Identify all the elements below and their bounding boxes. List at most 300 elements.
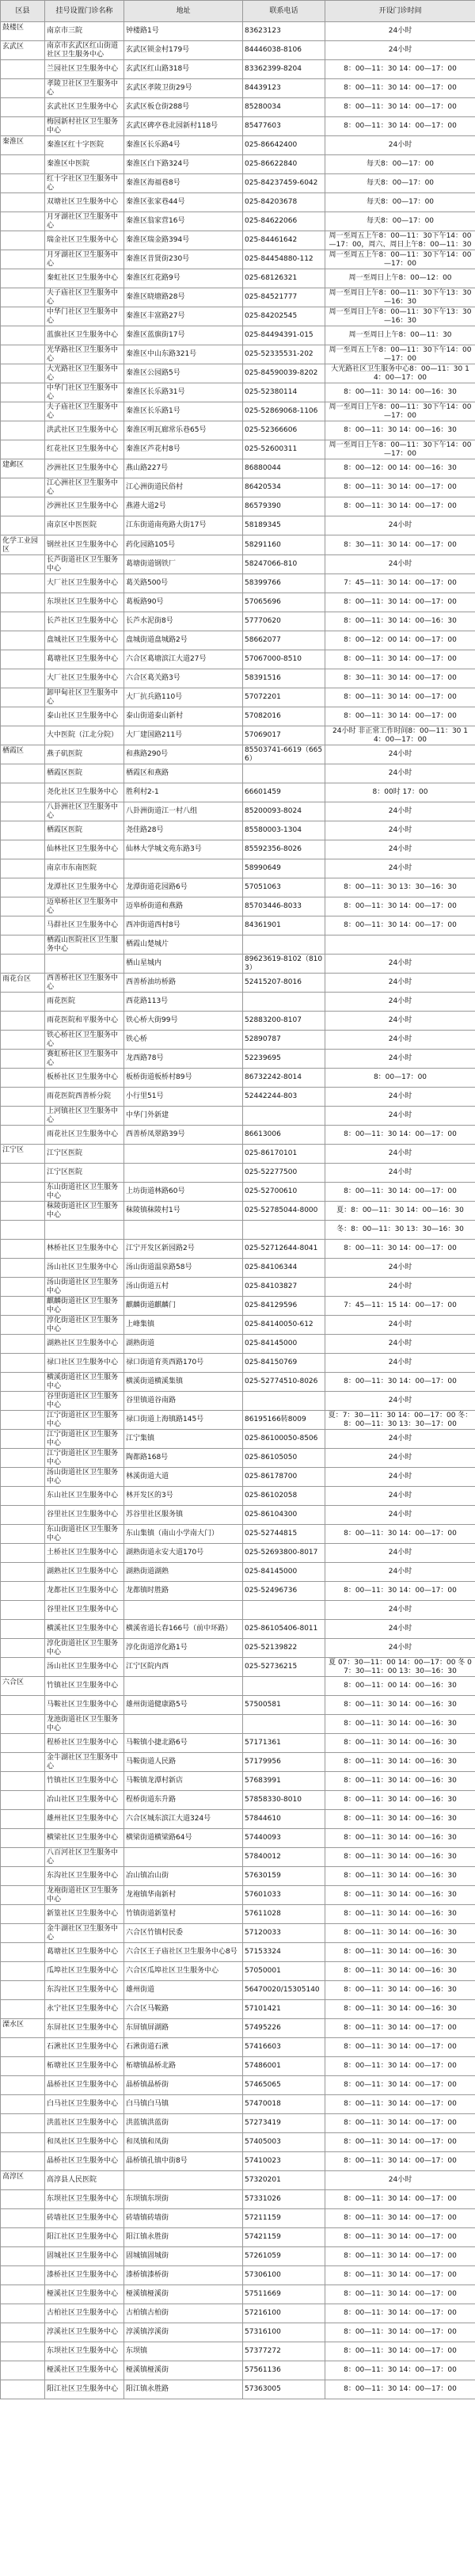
district-cell bbox=[1, 402, 45, 421]
hours-cell: 24小时 bbox=[325, 1259, 475, 1278]
hours-cell: 8：00—11：30 14：00—17：00 bbox=[325, 478, 475, 497]
district-cell bbox=[1, 2342, 45, 2361]
clinic-name-cell: 漆桥社区卫生服务中心 bbox=[45, 2266, 124, 2285]
hours-cell: 24小时 bbox=[325, 1316, 475, 1335]
table-row bbox=[1, 878, 475, 897]
address-cell: 苏谷里社区服务镇 bbox=[124, 1506, 243, 1525]
phone-cell: 025-84103827 bbox=[243, 1278, 325, 1297]
table-row bbox=[1, 2019, 475, 2038]
table-row bbox=[1, 1316, 475, 1335]
address-cell: 东山集镇（南山小学南大门） bbox=[124, 1525, 243, 1544]
phone-cell: 57331026 bbox=[243, 2190, 325, 2209]
address-cell: 六合区马鞍路 bbox=[124, 2000, 243, 2019]
address-cell: 秦淮区长乐路1号 bbox=[124, 402, 243, 421]
hours-cell: 24小时 bbox=[325, 1050, 475, 1069]
district-cell bbox=[1, 1012, 45, 1031]
hours-cell: 8：00—11：30 14：00—16：30 bbox=[325, 1734, 475, 1753]
clinic-name-cell: 淳溪社区卫生服务中心 bbox=[45, 2323, 124, 2342]
phone-cell: 86880044 bbox=[243, 459, 325, 478]
table-row bbox=[1, 1487, 475, 1506]
hours-cell: 8：00—11：30 14：00—17：00 bbox=[325, 2228, 475, 2247]
clinic-name-cell: 马鞍社区卫生服务中心 bbox=[45, 1696, 124, 1715]
district-cell bbox=[1, 1050, 45, 1069]
district-cell bbox=[1, 2323, 45, 2342]
table-row bbox=[1, 1563, 475, 1582]
address-cell: 六合区葛塘滨江大道27号 bbox=[124, 650, 243, 669]
clinic-name-cell: 湖熟社区卫生服务中心 bbox=[45, 1563, 124, 1582]
district-cell bbox=[1, 1392, 45, 1411]
hours-cell: 8：00—11：30 14：00—16：30 bbox=[325, 1696, 475, 1715]
clinic-name-cell: 横梁社区卫生服务中心 bbox=[45, 1829, 124, 1848]
table-row bbox=[1, 1525, 475, 1544]
hours-cell: 8：00—11：30 14：00—17：00 bbox=[325, 117, 475, 136]
clinic-name-cell: 月牙湖社区卫生服务中心 bbox=[45, 212, 124, 231]
hours-cell: 8：30—11：30 14：00—17：00 bbox=[325, 669, 475, 688]
table-row bbox=[1, 974, 475, 993]
phone-cell: 85580003-1304 bbox=[243, 821, 325, 840]
clinic-name-cell: 西善桥社区卫生服务中心 bbox=[45, 974, 124, 993]
district-cell bbox=[1, 1202, 45, 1221]
phone-cell: 57511669 bbox=[243, 2285, 325, 2304]
hours-cell: 24小时 bbox=[325, 516, 475, 535]
phone-cell bbox=[243, 1392, 325, 1411]
header-phone: 联系电话 bbox=[243, 1, 325, 22]
phone-cell: 025-52380114 bbox=[243, 383, 325, 402]
address-cell: 桠溪镇桠溪街 bbox=[124, 2285, 243, 2304]
district-cell: 雨花台区 bbox=[1, 974, 45, 993]
phone-cell: 025-86642400 bbox=[243, 136, 325, 155]
clinic-name-cell bbox=[45, 1221, 124, 1240]
address-cell: 淳溪镇淳溪街 bbox=[124, 2323, 243, 2342]
table-row bbox=[1, 2247, 475, 2266]
clinic-name-cell: 钢丝社区卫生服务中心 bbox=[45, 535, 124, 555]
hours-cell: 24小时 bbox=[325, 1392, 475, 1411]
hours-cell: 8：00—11：30 14：00—17：00 bbox=[325, 2247, 475, 2266]
clinic-name-cell: 程桥社区卫生服务中心 bbox=[45, 1734, 124, 1753]
clinic-name-cell: 卸甲甸社区卫生服务中心 bbox=[45, 688, 124, 707]
hours-cell: 8：00—11：30 13：30—16：30 bbox=[325, 878, 475, 897]
district-cell bbox=[1, 916, 45, 936]
clinic-name-cell: 铁心桥社区卫生服务中心 bbox=[45, 1031, 124, 1050]
hours-cell: 每天8：00—17：00 bbox=[325, 174, 475, 193]
hours-cell: 8：00—11：30 14：00—16：30 bbox=[325, 421, 475, 440]
hours-cell: 24小时 非正常工作时间8：00—11：30 14：00—17：00 bbox=[325, 726, 475, 745]
district-cell bbox=[1, 840, 45, 859]
address-cell: 石湫街道石湫 bbox=[124, 2038, 243, 2057]
district-cell bbox=[1, 1563, 45, 1582]
hours-cell: 24小时 bbox=[325, 859, 475, 878]
address-cell: 江宁区院内西 bbox=[124, 1658, 243, 1677]
district-cell bbox=[1, 383, 45, 402]
phone-cell bbox=[243, 764, 325, 783]
hours-cell: 8：00—11：30 14：00—17：00 bbox=[325, 2285, 475, 2304]
address-cell: 六合区竹镇村民委 bbox=[124, 1924, 243, 1943]
address-cell: 六合区王子庙社区卫生服务中心8号 bbox=[124, 1943, 243, 1962]
phone-cell: 025-84590039-8202 bbox=[243, 364, 325, 383]
hours-cell: 8：00—11：30 14：00—17：00 bbox=[325, 650, 475, 669]
phone-cell: 025-86170101 bbox=[243, 1145, 325, 1164]
table-row bbox=[1, 1278, 475, 1297]
district-cell bbox=[1, 1411, 45, 1430]
clinic-name-cell: 湖熟社区卫生服务中心 bbox=[45, 1335, 124, 1354]
district-cell bbox=[1, 440, 45, 459]
district-cell bbox=[1, 364, 45, 383]
table-row bbox=[1, 1981, 475, 2000]
table-row bbox=[1, 1411, 475, 1430]
clinic-name-cell: 燕子矶医院 bbox=[45, 745, 124, 764]
clinic-name-cell: 江宁街道社区卫生服务中心 bbox=[45, 1430, 124, 1449]
table-row bbox=[1, 916, 475, 936]
table-row bbox=[1, 1962, 475, 1981]
phone-cell: 57500581 bbox=[243, 1696, 325, 1715]
hours-cell: 7：45—11：15 14：00—17：00 bbox=[325, 1297, 475, 1316]
hours-cell: 8：00—11：30 14：00—17：00 bbox=[325, 1582, 475, 1601]
clinic-name-cell: 土桥社区卫生服务中心 bbox=[45, 1544, 124, 1563]
table-row bbox=[1, 1943, 475, 1962]
clinic-name-cell: 板桥社区卫生服务中心 bbox=[45, 1069, 124, 1088]
clinic-name-cell: 东山街道社区卫生服务中心 bbox=[45, 1525, 124, 1544]
address-cell: 西善桥凤翠路39号 bbox=[124, 1126, 243, 1145]
phone-cell: 025-86104300 bbox=[243, 1506, 325, 1525]
address-cell: 上坊街道林路60号 bbox=[124, 1183, 243, 1202]
hours-cell: 8：00—11：30 14：00—17：00 bbox=[325, 2190, 475, 2209]
district-cell bbox=[1, 2266, 45, 2285]
clinic-name-cell: 桠溪社区卫生服务中心 bbox=[45, 2361, 124, 2380]
hours-cell: 8：00—11：30 14：00—17：00 bbox=[325, 916, 475, 936]
table-row bbox=[1, 535, 475, 555]
hours-cell: 8：00—11：30 14：00—17：00 bbox=[325, 2323, 475, 2342]
address-cell: 雄州街道健康路5号 bbox=[124, 1696, 243, 1715]
clinic-name-cell: 南京市三院 bbox=[45, 22, 124, 41]
table-row bbox=[1, 1791, 475, 1810]
clinic-name-cell: 中华门社区卫生服务中心 bbox=[45, 307, 124, 326]
table-row bbox=[1, 307, 475, 326]
clinic-name-cell: 雨花医院西善桥分院 bbox=[45, 1088, 124, 1107]
hours-cell: 24小时 bbox=[325, 1620, 475, 1639]
table-row bbox=[1, 2266, 475, 2285]
table-row bbox=[1, 1601, 475, 1620]
address-cell: 林开发区的3号 bbox=[124, 1487, 243, 1506]
phone-cell: 025-52700610 bbox=[243, 1183, 325, 1202]
clinic-name-cell: 东坝社区卫生服务中心 bbox=[45, 2342, 124, 2361]
district-cell: 六合区 bbox=[1, 1677, 45, 1696]
district-cell bbox=[1, 307, 45, 326]
phone-cell bbox=[243, 936, 325, 955]
address-cell: 西善桥油坊桥路 bbox=[124, 974, 243, 993]
district-cell bbox=[1, 478, 45, 497]
district-cell bbox=[1, 707, 45, 726]
address-cell: 西花路113号 bbox=[124, 993, 243, 1012]
phone-cell: 025-84202545 bbox=[243, 307, 325, 326]
district-cell bbox=[1, 174, 45, 193]
district-cell bbox=[1, 79, 45, 98]
district-cell bbox=[1, 2247, 45, 2266]
phone-cell: 57101421 bbox=[243, 2000, 325, 2019]
address-cell: 秦淮区瑞金路394号 bbox=[124, 231, 243, 250]
district-cell bbox=[1, 1544, 45, 1563]
phone-cell: 57611028 bbox=[243, 1905, 325, 1924]
address-cell: 玄武区碑亭巷北园新村118号 bbox=[124, 117, 243, 136]
address-cell: 六合区瓜埠社区卫生服务中心 bbox=[124, 1962, 243, 1981]
address-cell: 和燕路290号 bbox=[124, 745, 243, 764]
table-row bbox=[1, 2285, 475, 2304]
table-row bbox=[1, 1202, 475, 1221]
district-cell bbox=[1, 1886, 45, 1905]
hours-cell: 8：00—11：30 14：00—16：30 bbox=[325, 1848, 475, 1867]
clinic-name-cell: 新篁社区卫生服务中心 bbox=[45, 1905, 124, 1924]
hours-cell: 24小时 bbox=[325, 764, 475, 783]
table-row bbox=[1, 2057, 475, 2076]
table-row bbox=[1, 2380, 475, 2399]
table-row bbox=[1, 1050, 475, 1069]
phone-cell: 58247066-810 bbox=[243, 555, 325, 574]
clinic-name-cell: 竹镇社区卫生服务中心 bbox=[45, 1772, 124, 1791]
hours-cell: 8：00—11：30 14：00—17：00 bbox=[325, 2266, 475, 2285]
hours-cell: 大光路社区卫生服务中心8：00—11：30 14：00—17：00 bbox=[325, 364, 475, 383]
hours-cell: 8：00—11：30 14：00—17：00 bbox=[325, 593, 475, 612]
table-row bbox=[1, 269, 475, 288]
clinic-name-cell: 葛塘社区卫生服务中心 bbox=[45, 1943, 124, 1962]
phone-cell: 57630159 bbox=[243, 1867, 325, 1886]
address-cell: 仙林大学城文苑东路3号 bbox=[124, 840, 243, 859]
phone-cell: 57072201 bbox=[243, 688, 325, 707]
hours-cell: 8：00—11：30 14：00—17：00 bbox=[325, 2038, 475, 2057]
table-row bbox=[1, 1221, 475, 1240]
district-cell bbox=[1, 117, 45, 136]
phone-cell: 025-86102058 bbox=[243, 1487, 325, 1506]
hours-cell: 8：00—11：30 14：00—17：00 bbox=[325, 2095, 475, 2114]
clinic-name-cell: 谷里街道社区卫生服务中心 bbox=[45, 1392, 124, 1411]
clinic-name-cell bbox=[45, 955, 124, 974]
address-cell: 马鞍街道人民路 bbox=[124, 1753, 243, 1772]
hours-cell: 24小时 bbox=[325, 993, 475, 1012]
table-row bbox=[1, 2076, 475, 2095]
table-row bbox=[1, 1126, 475, 1145]
address-cell: 上峰集镇 bbox=[124, 1316, 243, 1335]
hours-cell: 8：00—17：00 bbox=[325, 1069, 475, 1088]
hours-cell: 周一至周五上午8：00—11：30下午14：00—17：00 bbox=[325, 250, 475, 269]
hours-cell: 8：00—11：30 14：00—17：00 bbox=[325, 688, 475, 707]
district-cell bbox=[1, 1373, 45, 1392]
district-cell bbox=[1, 631, 45, 650]
clinic-name-cell: 泰山社区卫生服务中心 bbox=[45, 707, 124, 726]
hours-cell: 8：00—11：30 14：00—17：00 bbox=[325, 98, 475, 117]
address-cell: 江宁开发区新园路2号 bbox=[124, 1240, 243, 1259]
clinic-name-cell: 固城社区卫生服务中心 bbox=[45, 2247, 124, 2266]
table-row bbox=[1, 631, 475, 650]
table-row bbox=[1, 136, 475, 155]
hours-cell: 8：00—11：30 14：00—17：00 bbox=[325, 1373, 475, 1392]
district-cell bbox=[1, 1316, 45, 1335]
table-row bbox=[1, 1886, 475, 1905]
table-row bbox=[1, 79, 475, 98]
phone-cell bbox=[243, 1715, 325, 1734]
phone-cell: 84446038-8106 bbox=[243, 41, 325, 60]
district-cell bbox=[1, 345, 45, 364]
address-cell: 中华门外新建 bbox=[124, 1107, 243, 1126]
district-cell bbox=[1, 859, 45, 878]
phone-cell bbox=[243, 1221, 325, 1240]
clinic-name-cell: 淳化街道社区卫生服务中心 bbox=[45, 1316, 124, 1335]
clinic-name-cell: 金牛湖社区卫生服务中心 bbox=[45, 1753, 124, 1772]
address-cell: 盘城街道盘城路2号 bbox=[124, 631, 243, 650]
address-cell: 横溪街道横溪集镇 bbox=[124, 1373, 243, 1392]
district-cell bbox=[1, 231, 45, 250]
address-cell: 湖熟街道 bbox=[124, 1335, 243, 1354]
address-cell: 麒麟街道麒麟门 bbox=[124, 1297, 243, 1316]
phone-cell: 025-52366606 bbox=[243, 421, 325, 440]
clinic-name-cell: 仙林社区卫生服务中心 bbox=[45, 840, 124, 859]
hours-cell: 8：00—11：30 14：00—17：00 bbox=[325, 79, 475, 98]
table-row bbox=[1, 1772, 475, 1791]
phone-cell: 57320201 bbox=[243, 2171, 325, 2190]
table-row bbox=[1, 2342, 475, 2361]
address-cell: 汤山街道温泉路58号 bbox=[124, 1259, 243, 1278]
district-cell bbox=[1, 2304, 45, 2323]
table-row bbox=[1, 2038, 475, 2057]
clinic-name-cell: 赛虹桥社区卫生服务中心 bbox=[45, 1050, 124, 1069]
clinic-name-cell: 冶山社区卫生服务中心 bbox=[45, 1791, 124, 1810]
hours-cell: 24小时 bbox=[325, 1430, 475, 1449]
hours-cell: 8：00—11：30 14：00—16：30 bbox=[325, 1886, 475, 1905]
phone-cell bbox=[243, 993, 325, 1012]
table-row bbox=[1, 193, 475, 212]
phone-cell: 025-52869068-1106 bbox=[243, 402, 325, 421]
phone-cell: 85477603 bbox=[243, 117, 325, 136]
district-cell bbox=[1, 2361, 45, 2380]
phone-cell: 57120033 bbox=[243, 1924, 325, 1943]
hours-cell: 8：00—11：30 14：00—16：30 bbox=[325, 1810, 475, 1829]
clinic-name-cell: 东山社区卫生服务中心 bbox=[45, 1487, 124, 1506]
address-cell: 八卦洲街道江一村八组 bbox=[124, 802, 243, 821]
table-row bbox=[1, 1088, 475, 1107]
phone-cell: 84439123 bbox=[243, 79, 325, 98]
hours-cell: 8：00—11：30 14：00—17：00 bbox=[325, 2019, 475, 2038]
table-row bbox=[1, 1145, 475, 1164]
table-row bbox=[1, 22, 475, 41]
address-cell: 湖熟街道湖熟 bbox=[124, 1563, 243, 1582]
district-cell bbox=[1, 2000, 45, 2019]
hours-cell: 8：00—11：30 14：00—17：00 bbox=[325, 60, 475, 79]
clinic-name-cell: 中华门社区卫生服务中心 bbox=[45, 383, 124, 402]
address-cell: 晶桥镇孔镇中街8号 bbox=[124, 2152, 243, 2171]
district-cell bbox=[1, 1259, 45, 1278]
address-cell: 禄口街道上海镇路145号 bbox=[124, 1411, 243, 1430]
table-row bbox=[1, 1924, 475, 1943]
district-cell bbox=[1, 726, 45, 745]
address-cell: 玄武区锁金村179号 bbox=[124, 41, 243, 60]
district-cell bbox=[1, 1164, 45, 1183]
table-row bbox=[1, 288, 475, 307]
district-cell bbox=[1, 1924, 45, 1943]
phone-cell: 84361901 bbox=[243, 916, 325, 936]
hours-cell: 24小时 bbox=[325, 1487, 475, 1506]
table-row bbox=[1, 364, 475, 383]
phone-cell: 57050001 bbox=[243, 1962, 325, 1981]
hours-cell: 8：00—11：30 14：00—16：30 bbox=[325, 612, 475, 631]
clinic-name-cell: 汤山街道社区卫生服务中心 bbox=[45, 1468, 124, 1487]
hours-cell: 24小时 bbox=[325, 41, 475, 60]
address-cell bbox=[124, 1221, 243, 1240]
address-cell: 六合区葛关路3号 bbox=[124, 669, 243, 688]
phone-cell bbox=[243, 1601, 325, 1620]
hours-cell: 8：00—11：30 14：00—16：30 bbox=[325, 1829, 475, 1848]
hours-cell: 24小时 bbox=[325, 974, 475, 993]
clinic-name-cell: 江心洲社区卫生服务中心 bbox=[45, 478, 124, 497]
phone-cell: 025-52693800-8017 bbox=[243, 1544, 325, 1563]
district-cell bbox=[1, 669, 45, 688]
hours-cell: 8：00—11：30 14：00—16：30 bbox=[325, 1867, 475, 1886]
table-row bbox=[1, 1506, 475, 1525]
district-cell bbox=[1, 1126, 45, 1145]
phone-cell: 025-84237459-6042 bbox=[243, 174, 325, 193]
clinic-name-cell: 和凤社区卫生服务中心 bbox=[45, 2133, 124, 2152]
hours-cell: 周一至周五上午8：00—11：30下午14：00—17：00 bbox=[325, 345, 475, 364]
district-cell bbox=[1, 1278, 45, 1297]
table-row bbox=[1, 1848, 475, 1867]
address-cell: 马鞍镇龙潭村新店 bbox=[124, 1772, 243, 1791]
district-cell bbox=[1, 936, 45, 955]
address-cell: 尧佳路28号 bbox=[124, 821, 243, 840]
hours-cell: 8：00—11：30 14：00—16：30 bbox=[325, 1962, 475, 1981]
district-cell bbox=[1, 1753, 45, 1772]
clinic-name-cell: 横溪街道社区卫生服务中心 bbox=[45, 1373, 124, 1392]
hours-cell: 8：00时 17：00 bbox=[325, 783, 475, 802]
district-cell bbox=[1, 1430, 45, 1449]
phone-cell: 86420534 bbox=[243, 478, 325, 497]
clinic-name-cell: 汤山社区卫生服务中心 bbox=[45, 1259, 124, 1278]
phone-cell: 57495226 bbox=[243, 2019, 325, 2038]
table-row bbox=[1, 1069, 475, 1088]
phone-cell: 025-52139822 bbox=[243, 1639, 325, 1658]
district-cell bbox=[1, 193, 45, 212]
table-row bbox=[1, 1335, 475, 1354]
district-cell bbox=[1, 288, 45, 307]
address-cell bbox=[124, 1715, 243, 1734]
address-cell: 横梁街道横梁路64号 bbox=[124, 1829, 243, 1848]
address-cell: 小行里51号 bbox=[124, 1088, 243, 1107]
clinic-name-cell: 石湫社区卫生服务中心 bbox=[45, 2038, 124, 2057]
hours-cell: 24小时 bbox=[325, 1506, 475, 1525]
phone-cell: 85703446-8033 bbox=[243, 897, 325, 916]
clinic-name-cell: 迈皋桥社区卫生服务中心 bbox=[45, 897, 124, 916]
hours-cell: 8：00—11：30 14：00—17：00 bbox=[325, 2152, 475, 2171]
table-row bbox=[1, 1164, 475, 1183]
hours-cell: 周一至周日上午8：00—11：30下午13：30—16：30 bbox=[325, 307, 475, 326]
phone-cell: 86732242-8014 bbox=[243, 1069, 325, 1088]
hours-cell: 8：00—11：30 14：00—17：00 bbox=[325, 2133, 475, 2152]
hours-cell: 7：45—11：30 14：00—17：00 bbox=[325, 574, 475, 593]
phone-cell: 025-84521777 bbox=[243, 288, 325, 307]
hours-cell: 24小时 bbox=[325, 1088, 475, 1107]
district-cell bbox=[1, 612, 45, 631]
address-cell: 谷里镇道谷南路 bbox=[124, 1392, 243, 1411]
district-cell bbox=[1, 1221, 45, 1240]
hours-cell: 24小时 bbox=[325, 1563, 475, 1582]
district-cell bbox=[1, 2095, 45, 2114]
address-cell: 秦淮区明瓦廊常乐巷65号 bbox=[124, 421, 243, 440]
clinic-name-cell: 桠溪社区卫生服务中心 bbox=[45, 2285, 124, 2304]
phone-cell: 025-86100050-8506 bbox=[243, 1430, 325, 1449]
hours-cell: 8：00—12：00 14：00—17：00 bbox=[325, 631, 475, 650]
clinic-name-cell: 秦淮区红十字医院 bbox=[45, 136, 124, 155]
address-cell: 秦淮区丰富路27号 bbox=[124, 307, 243, 326]
address-cell bbox=[124, 1164, 243, 1183]
phone-cell: 52442244-803 bbox=[243, 1088, 325, 1107]
table-row bbox=[1, 231, 475, 250]
clinic-name-cell: 麒麟街道社区卫生服务中心 bbox=[45, 1297, 124, 1316]
header-address: 地址 bbox=[124, 1, 243, 22]
